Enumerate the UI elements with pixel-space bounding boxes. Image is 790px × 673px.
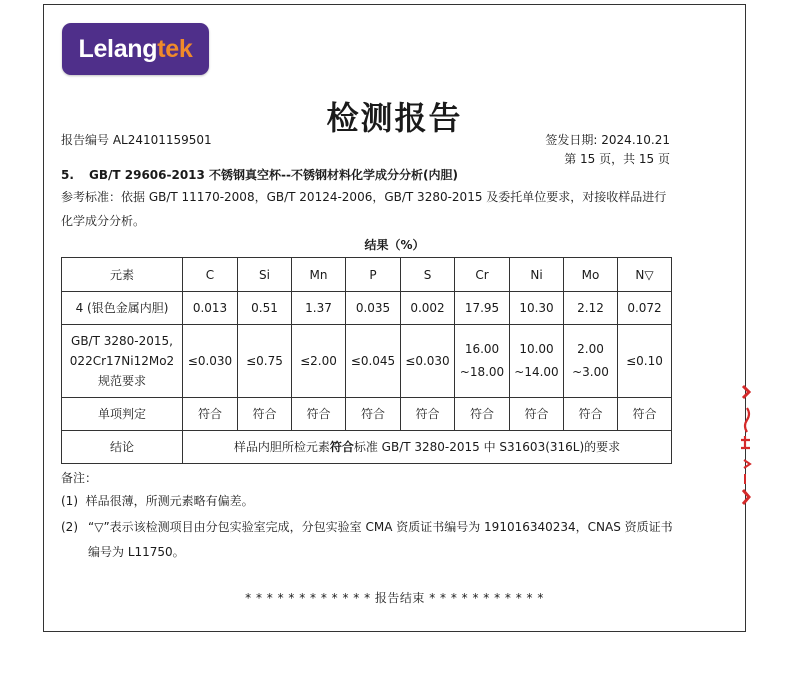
table-title: 结果（%）: [364, 238, 425, 252]
note-2: [61, 515, 673, 565]
sample-cell: 0.035: [346, 292, 401, 325]
reference-standards: 参考标准：依据 GB/T 11170-2008，GB/T 20124-2006，GB/T 3280-2015 及委托单位要求，对接收样品进行化学成分分析。: [61, 190, 667, 228]
judgement-label: 单项判定: [62, 398, 183, 431]
standard-label-line: 规范要求: [97, 374, 146, 388]
results-table: [61, 257, 672, 464]
report-title: 检测报告: [326, 99, 463, 137]
note-2-index: (2): [61, 520, 78, 534]
standard-cell: ≤0.030: [401, 325, 455, 398]
notes-label: 备注：: [61, 471, 98, 485]
conclusion-text-bold: 符合: [329, 440, 354, 454]
header-cell: C: [183, 258, 238, 292]
logo-text-tek: tek: [157, 34, 193, 63]
judgement-cell: 符合: [401, 398, 455, 431]
report-page: [43, 4, 746, 632]
judgement-cell: 符合: [455, 398, 510, 431]
sample-cell: 10.30: [510, 292, 564, 325]
company-logo: [62, 23, 209, 75]
standard-cell: 16.00 ~18.00: [455, 325, 510, 398]
section-title: GB/T 29606-2013 不锈钢真空杯--不锈钢材料化学成分分析(内胆): [89, 168, 458, 182]
sample-cell: 4 (银色金属内胆): [62, 292, 183, 325]
sample-cell: 2.12: [564, 292, 618, 325]
header-cell: S: [401, 258, 455, 292]
sample-cell: 0.51: [238, 292, 292, 325]
judgement-cell: 符合: [183, 398, 238, 431]
header-cell: Mo: [564, 258, 618, 292]
judgement-cell: 符合: [346, 398, 401, 431]
standard-cell: ≤2.00: [292, 325, 346, 398]
conclusion-cell: [183, 431, 672, 464]
judgement-cell: 符合: [564, 398, 618, 431]
header-cell: Cr: [455, 258, 510, 292]
standard-cell: 2.00 ~3.00: [564, 325, 618, 398]
section-heading: [61, 166, 458, 183]
note-2-text: “▽”表示该检测项目由分包实验室完成，分包实验室 CMA 资质证书编号为 191016340234，CNAS 资质证书编号为 L11750。: [88, 520, 673, 559]
standard-label-cell: [62, 325, 183, 398]
sample-cell: 0.002: [401, 292, 455, 325]
issue-date: 签发日期: 2024.10.21: [545, 133, 670, 147]
page-info: 第 15 页，共 15 页: [564, 152, 670, 166]
table-row-sample: [62, 292, 672, 325]
header-cell: Si: [238, 258, 292, 292]
note-1-index: (1): [61, 494, 78, 508]
logo-text-lelang: Lelang: [78, 34, 158, 63]
table-header-row: [62, 258, 672, 292]
conclusion-label: 结论: [62, 431, 183, 464]
header-cell: 元素: [62, 258, 183, 292]
conclusion-text-pre: 样品内胆所检元素: [233, 440, 330, 454]
sample-cell: 0.072: [618, 292, 672, 325]
standard-cell: ≤0.045: [346, 325, 401, 398]
report-end-line: * * * * * * * * * * * * 报告结束 * * * * * * * * * * *: [245, 591, 544, 605]
table-row-judgement: [62, 398, 672, 431]
conclusion-text-post: 标准 GB/T 3280-2015 中 S31603(316L)的要求: [353, 440, 621, 454]
judgement-cell: 符合: [292, 398, 346, 431]
note-1-text: 样品很薄，所测元素略有偏差。: [85, 494, 254, 508]
standard-cell: ≤0.030: [183, 325, 238, 398]
standard-cell: 10.00 ~14.00: [510, 325, 564, 398]
standard-label-line: GB/T 3280-2015,: [71, 334, 173, 348]
standard-cell: ≤0.10: [618, 325, 672, 398]
sample-cell: 0.013: [183, 292, 238, 325]
standard-cell: ≤0.75: [238, 325, 292, 398]
judgement-cell: 符合: [510, 398, 564, 431]
header-cell: Mn: [292, 258, 346, 292]
table-row-standard: [62, 325, 672, 398]
report-number: 报告编号 AL24101159501: [61, 133, 212, 147]
note-1: [61, 492, 254, 509]
section-number: 5.: [61, 168, 74, 182]
table-row-conclusion: [62, 431, 672, 464]
judgement-cell: 符合: [618, 398, 672, 431]
header-cell: P: [346, 258, 401, 292]
header-cell: N▽: [618, 258, 672, 292]
judgement-cell: 符合: [238, 398, 292, 431]
header-cell: Ni: [510, 258, 564, 292]
sample-cell: 1.37: [292, 292, 346, 325]
sample-cell: 17.95: [455, 292, 510, 325]
standard-label-line: 022Cr17Ni12Mo2: [69, 354, 175, 368]
